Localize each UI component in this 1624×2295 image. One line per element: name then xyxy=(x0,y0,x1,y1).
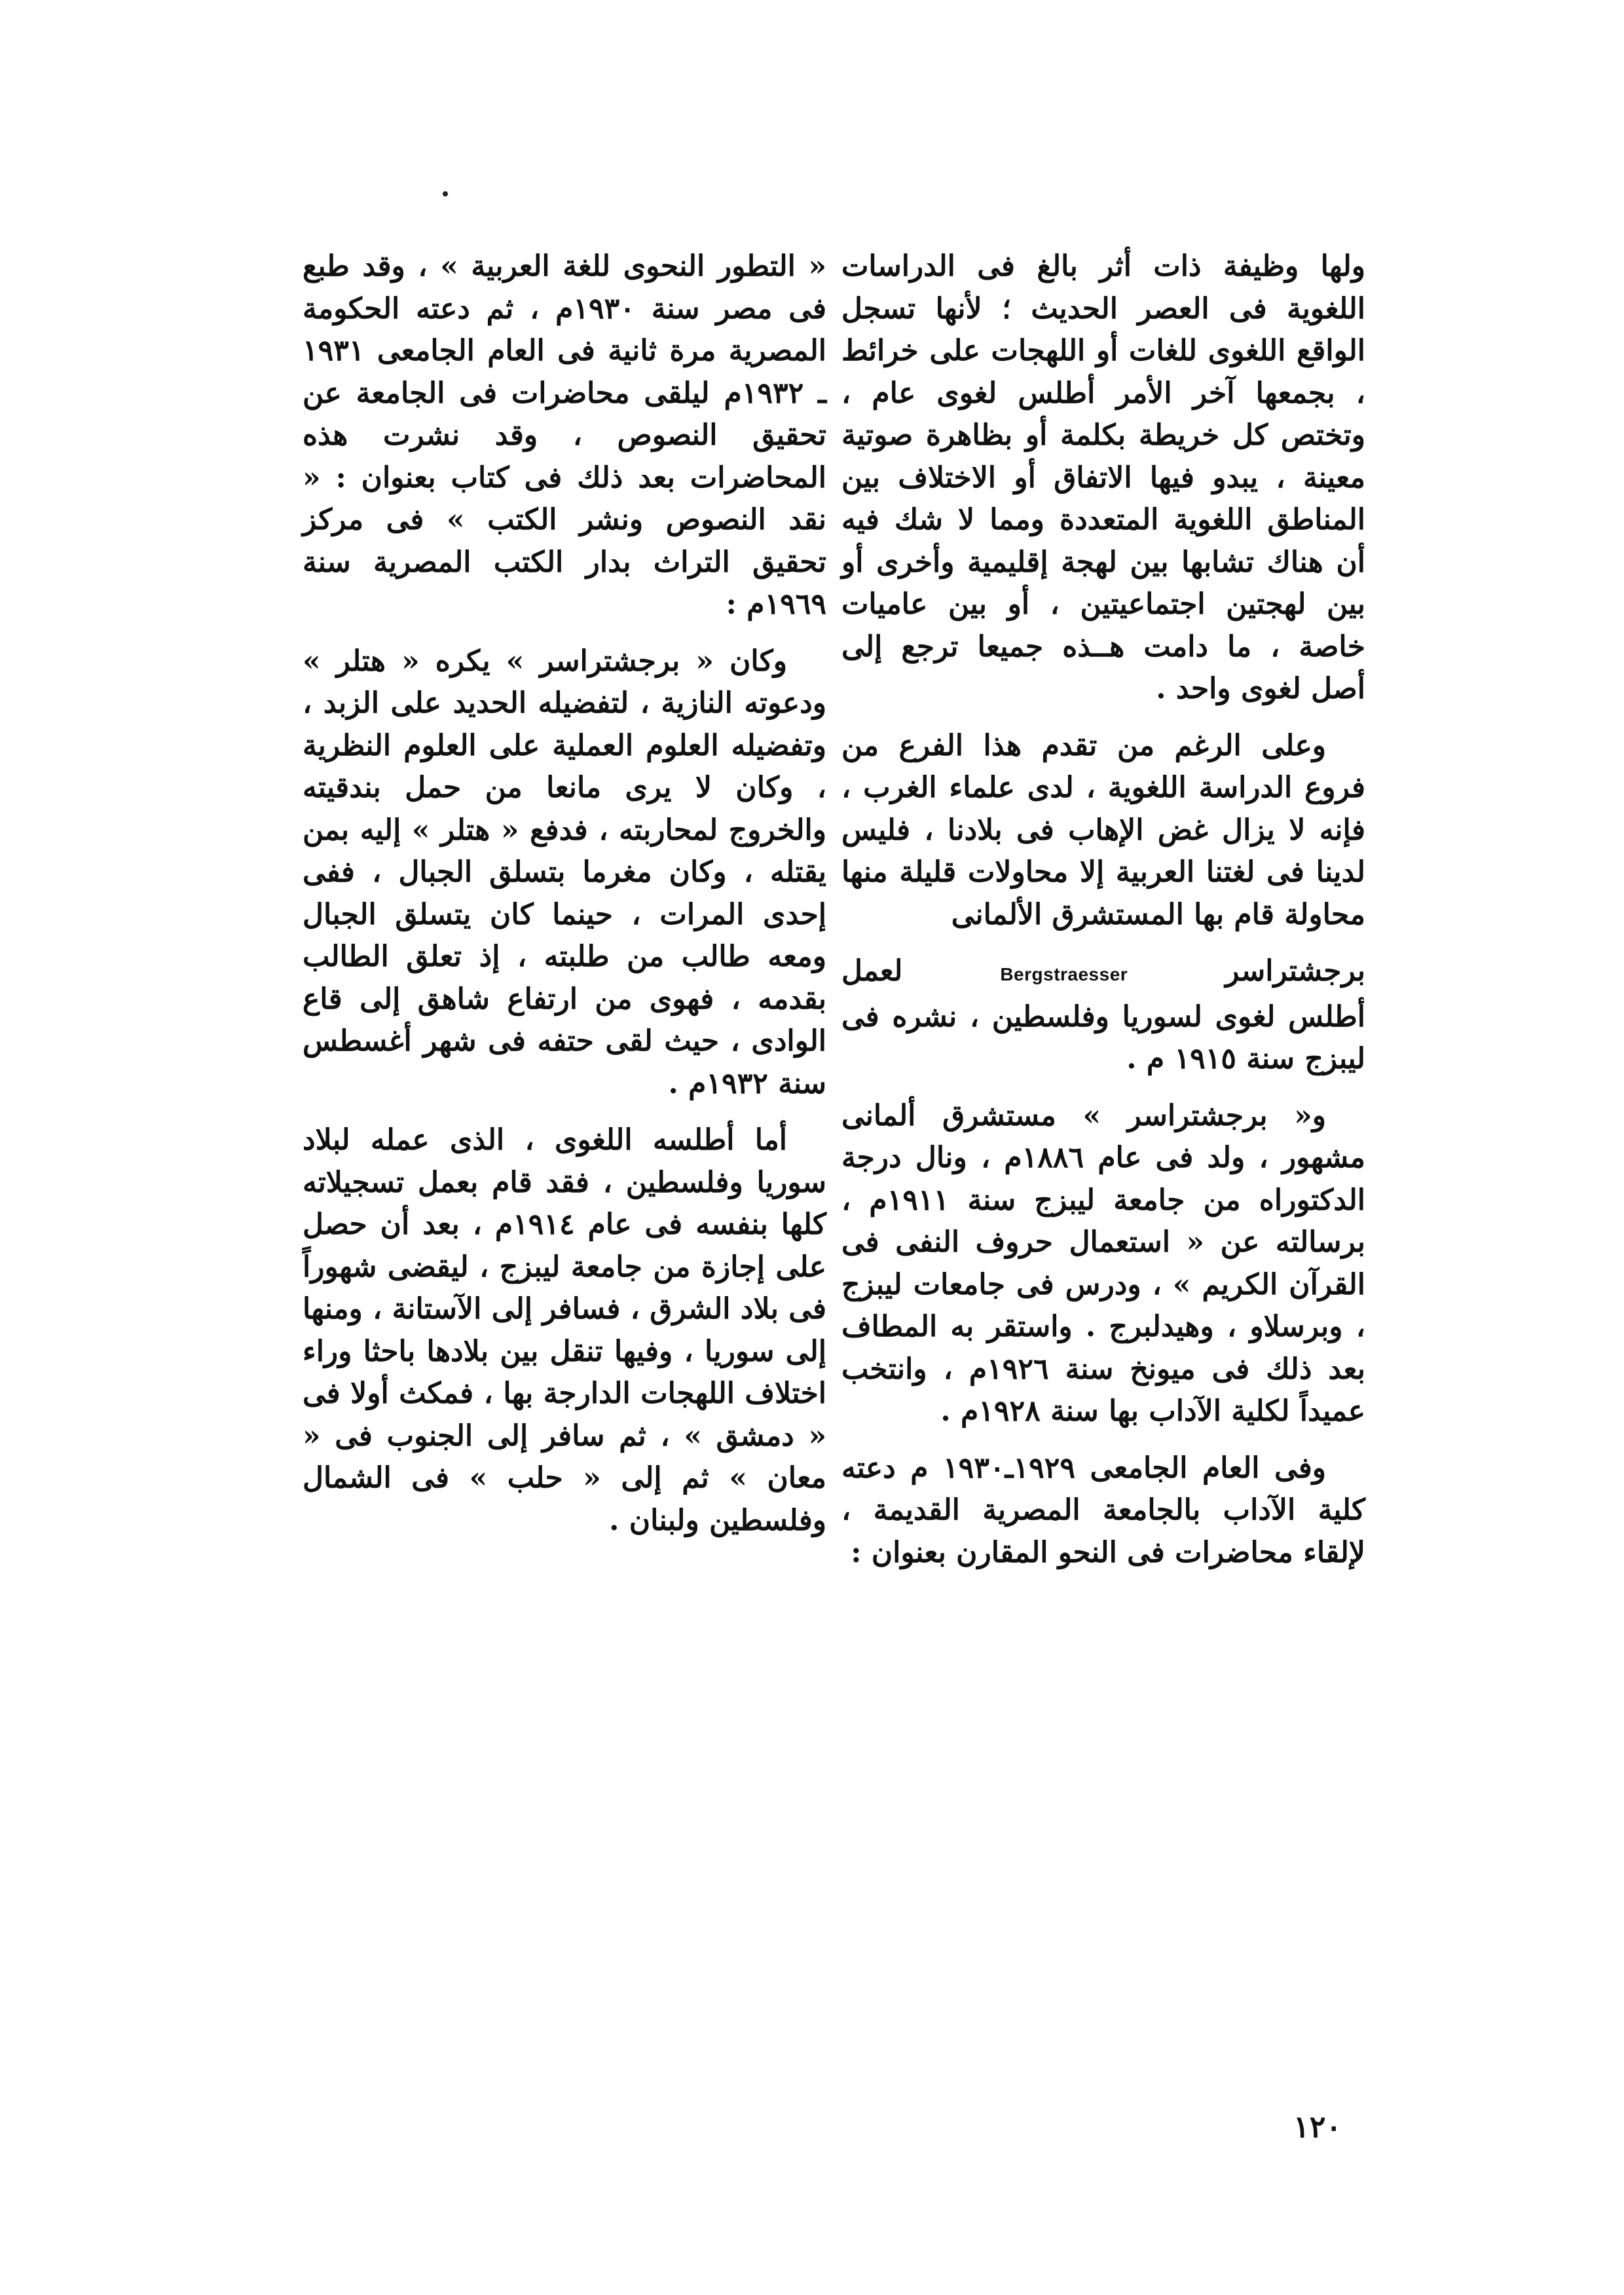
right-paragraph-3: و« برجشتراسر » مستشرق ألمانى مشهور ، ولد فى عام ١٨٨٦م ، ونال درجة الدكتوراه من جامعة ليبزج سنة ١٩١١م ، برسالته عن « استعمال حروف النفى فى القرآن الكريم » ، ودرس فى جامعات ليبزج ، وبرسلاو ، وهيدلبرج . واستقر به المطاف بعد ذلك فى ميونخ سنة ١٩٢٦م ، وانتخب عميداً لكلية الآداب بها سنة ١٩٢٨م . xyxy=(841,1098,1366,1428)
ink-dot xyxy=(443,191,448,196)
right-paragraph-2 xyxy=(841,725,1365,937)
page-number: ١٢٠ xyxy=(1293,2109,1342,2144)
right-paragraph-1: ولها وظيفة ذات أثر بالغ فى الدراسات اللغوية فى العصر الحديث ؛ لأنها تسجل الواقع اللغوى للغات أو اللهجات على خرائط ، بجمعها آخر الأمر أطلس لغوى عام ، وتختص كل خريطة بكلمة أو بظاهرة صوتية معينة ، يبدو فيها الاتفاق أو الاختلاف بين المناطق اللغوية المتعددة ومما لا شك فيه أن هناك تشابها بين لهجة إقليمية وأخرى أو بين لهجتين اجتماعيتين ، أو بين عاميات خاصة ، ما دامت هــذه جميعا ترجع إلى أصل لغوى واحد . xyxy=(841,250,1365,705)
bergstraesser-arabic: برجشتراسر xyxy=(1225,954,1365,988)
bergstraesser-latin: Bergstraesser xyxy=(1000,964,1128,984)
left-paragraph-3: أما أطلسه اللغوى ، الذى عمله لبلاد سوريا وفلسطين ، فقد قام بعمل تسجيلاته كلها بنفسه فى عام ١٩١٤م ، بعد أن حصل على إجازة من جامعة ليبزج ، ليقضى شهوراً فى بلاد الشرق ، فسافر إلى الآستانة ، ومنها إلى سوريا ، وفيها تنقل بين بلادها باحثا وراء اختلاف اللهجات الدارجة بها ، فمكث أولا فى « دمشق » ، ثم سافر إلى الجنوب فى « معان » ثم إلى « حلب » فى الشمال وفلسطين ولبنان . xyxy=(303,1123,826,1537)
right-column xyxy=(841,246,1365,1588)
left-paragraph-2: وكان « برجشتراسر » يكره « هتلر » ودعوته النازية ، لتفضيله الحديد على الزبد ، وتفضيله العلوم العملية على العلوم النظرية ، وكان لا يرى مانعا من حمل بندقيته والخروج لمحاربته ، فدفع « هتلر » إليه بمن يقتله ، وكان مغرما بتسلق الجبال ، ففى إحدى المرات ، حينما كان يتسلق الجبال ومعه طالب من طلبته ، إذ تعلق الطالب بقدمه ، فهوى من ارتفاع شاهق إلى قاع الوادى ، حيث لقى حتفه فى شهر أغسطس سنة ١٩٣٢م . xyxy=(303,644,826,1100)
right-paragraph-2-text: وعلى الرغم من تقدم هذا الفرع من فروع الدراسة اللغوية ، لدى علماء الغرب ، فإنه لا يزال غض الإهاب فى بلادنا ، فليس لدينا فى لغتنا العربية إلا محاولات قليلة منها محاولة قام بها المستشرق الألمانى xyxy=(841,728,1365,931)
left-column xyxy=(303,246,826,1556)
bergstraesser-line xyxy=(841,950,1365,996)
right-paragraph-4: وفى العام الجامعى ١٩٢٩ـ١٩٣٠ م دعته كلية الآداب بالجامعة المصرية القديمة ، لإلقاء محاضرات فى النحو المقارن بعنوان : xyxy=(841,1451,1365,1569)
right-paragraph-2-rest: أطلس لغوى لسوريا وفلسطين ، نشره فى ليبزج سنة ١٩١٥ م . xyxy=(841,999,1365,1075)
left-paragraph-1: « التطور النحوى للغة العربية » ، وقد طبع فى مصر سنة ١٩٣٠م ، ثم دعته الحكومة المصرية مرة ثانية فى العام الجامعى ١٩٣١ ـ ١٩٣٢م ليلقى محاضرات فى الجامعة عن تحقيق النصوص ، وقد نشرت هذه المحاضرات بعد ذلك فى كتاب بعنوان : « نقد النصوص ونشر الكتب » فى مركز تحقيق التراث بدار الكتب المصرية سنة ١٩٦٩م : xyxy=(303,250,826,621)
bergstraesser-line-end: لعمل xyxy=(841,954,903,988)
